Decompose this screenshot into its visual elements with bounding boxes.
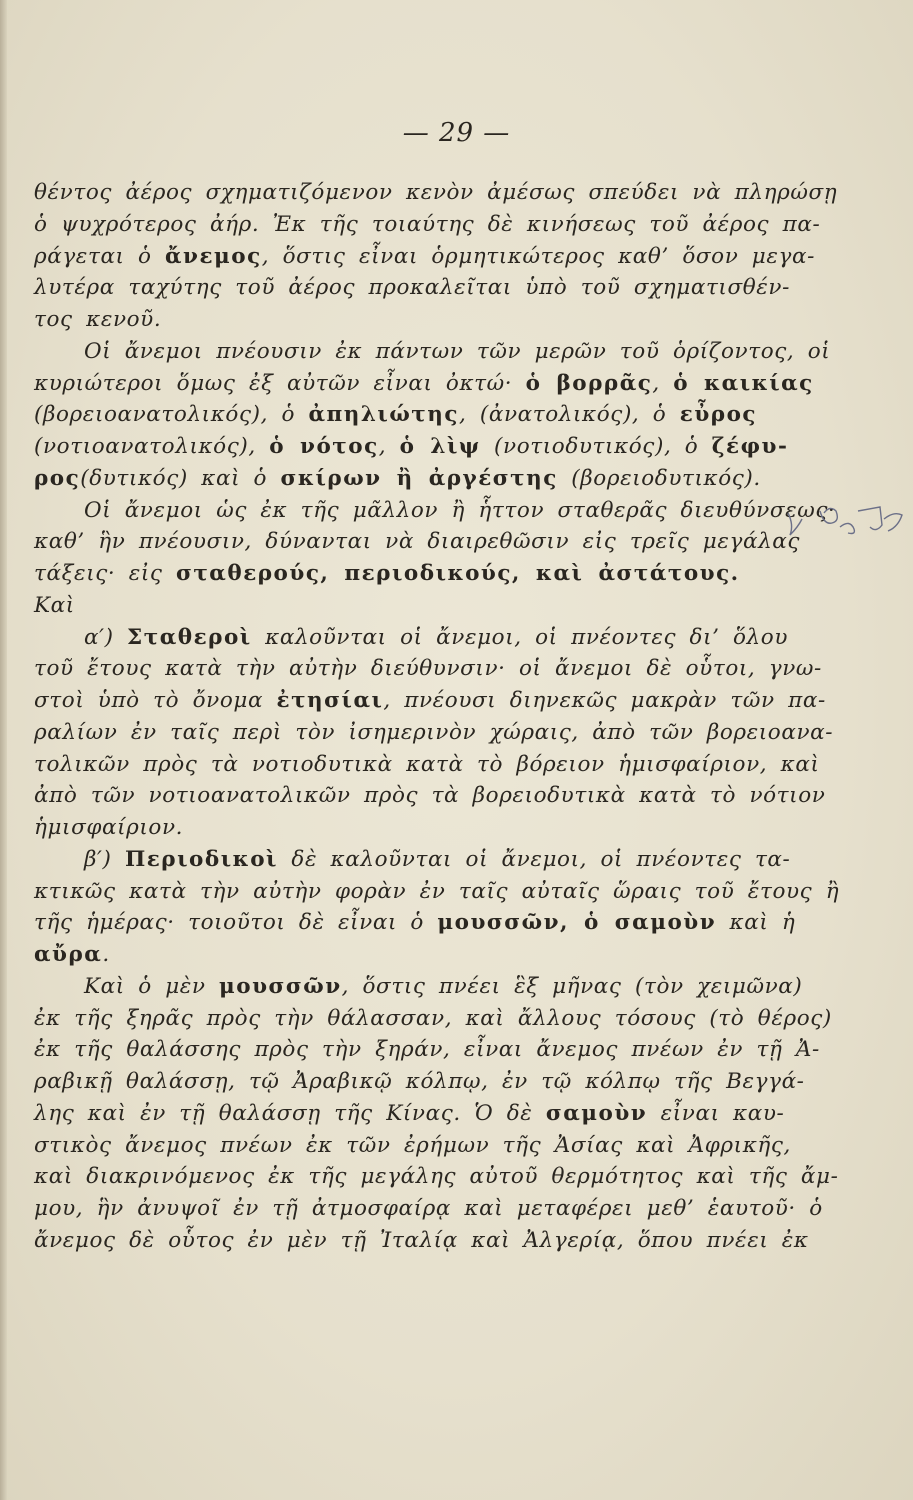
bold-term: σαμοὺν — [545, 1100, 648, 1126]
text-line: ἄνεμος δὲ οὗτος ἐν μὲν τῇ Ἰταλίᾳ καὶ Ἀλγερίᾳ, ὅπου πνέει ἐκ — [34, 1227, 809, 1253]
text-line: Οἱ ἄνεμοι πνέουσιν ἐκ πάντων τῶν μερῶν τοῦ ὁρίζοντος, οἱ — [84, 338, 831, 364]
bold-term: ὁ λὶψ — [399, 434, 481, 459]
text-fragment: (νοτιοδυτικός), ὁ — [480, 434, 712, 459]
bold-term: ὁ νότος — [269, 434, 379, 459]
text-line: κτικῶς κατὰ τὴν αὐτὴν φορὰν ἐν ταῖς αὐταῖς ὥραις τοῦ ἔτους ἢ — [34, 878, 840, 904]
text-line: ἐκ τῆς ξηρᾶς πρὸς τὴν θάλασσαν, καὶ ἄλλους τόσους (τὸ θέρος) — [34, 1005, 832, 1031]
text-line: ἡμισφαίριον. — [34, 815, 184, 840]
text-fragment: , ὅστις εἶναι ὁρμητικώτερος καθ’ ὅσον μεγα- — [261, 243, 815, 269]
text-fragment: , (ἀνατολικός), ὁ — [459, 402, 680, 428]
text-line — [34, 369, 814, 399]
text-line — [84, 623, 824, 653]
text-line — [34, 432, 789, 462]
bold-term: Περιοδικοὶ — [124, 846, 278, 872]
text-fragment: στοὶ ὑπὸ τὸ ὄνομα — [34, 688, 277, 713]
text-fragment: κυριώτεροι ὅμως ἐξ αὐτῶν εἶναι ὀκτώ· — [34, 370, 526, 396]
bold-term: Σταθεροὶ — [127, 624, 252, 650]
text-line — [34, 242, 815, 272]
bold-term: ρος — [34, 465, 81, 491]
text-fragment: λης καὶ ἐν τῇ θαλάσσῃ τῆς Κίνας. Ὁ δὲ — [34, 1100, 546, 1126]
bold-term: ὁ καικίας — [673, 370, 814, 396]
text-line — [34, 940, 774, 970]
text-line: τοῦ ἔτους κατὰ τὴν αὐτὴν διεύθυνσιν· οἱ ἄνεμοι δὲ οὗτοι, γνω- — [34, 656, 822, 682]
page-binding-edge — [0, 0, 7, 1500]
text-line: ραβικῇ θαλάσσῃ, τῷ Ἀραβικῷ κόλπῳ, ἐν τῷ κόλπῳ τῆς Βεγγά- — [34, 1069, 805, 1094]
text-fragment: (βορειοδυτικός). — [557, 465, 761, 491]
bold-term: ἐτησίαι — [276, 688, 384, 713]
text-line: μου, ἣν ἀνυψοῖ ἐν τῇ ἀτμοσφαίρᾳ καὶ μεταφέρει μεθ’ ἑαυτοῦ· ὁ — [34, 1196, 823, 1221]
text-line — [34, 1099, 785, 1129]
bold-term: σταθερούς, περιοδικούς, καὶ ἀστάτους. — [175, 561, 740, 586]
text-line — [34, 464, 774, 494]
text-fragment: καὶ ἡ — [716, 910, 796, 936]
text-fragment: καλοῦνται οἱ ἄνεμοι, οἱ πνέοντες δι’ ὅλου — [251, 624, 788, 650]
text-fragment: β′) — [84, 846, 125, 872]
text-fragment: (βορειοανατολικός), ὁ — [34, 402, 309, 428]
text-line: Καὶ — [34, 592, 75, 618]
text-fragment: , πνέουσι διηνεκῶς μακρὰν τῶν πα- — [383, 688, 826, 713]
text-fragment: , — [378, 434, 400, 459]
text-line — [34, 908, 796, 938]
bold-term: μουσσῶν — [219, 973, 342, 999]
text-line: λυτέρα ταχύτης τοῦ ἀέρος προκαλεῖται ὑπὸ τοῦ σχηματισθέν- — [34, 275, 790, 301]
text-line — [34, 686, 826, 716]
text-line: καὶ διακρινόμενος ἐκ τῆς μεγάλης αὐτοῦ θερμότητος καὶ τῆς ἄμ- — [34, 1164, 839, 1190]
text-fragment: , ὅστις πνέει ἓξ μῆνας (τὸν χειμῶνα) — [341, 973, 803, 999]
text-line: ἀπὸ τῶν νοτιοανατολικῶν πρὸς τὰ βορειοδυτικὰ κατὰ τὸ νότιον — [34, 783, 826, 809]
text-line: στικὸς ἄνεμος πνέων ἐκ τῶν ἐρήμων τῆς Ἀσίας καὶ Ἀφρικῆς, — [34, 1132, 791, 1158]
text-line — [34, 400, 774, 430]
text-line — [84, 972, 824, 1002]
text-fragment: Καὶ ὁ μὲν — [84, 973, 220, 999]
bold-term: σκίρων ἢ ἀργέστης — [280, 465, 558, 491]
text-line: ἐκ τῆς θαλάσσης πρὸς τὴν ξηράν, εἶναι ἄνεμος πνέων ἐν τῇ Ἀ- — [34, 1037, 820, 1063]
text-fragment: τάξεις· εἰς — [34, 561, 176, 586]
bold-term: ὁ βορρᾶς — [525, 370, 653, 396]
bold-term: μουσσῶν, ὁ σαμοὺν — [437, 910, 717, 936]
handwritten-margin-note — [780, 497, 910, 547]
text-line: ραλίων ἐν ταῖς περὶ τὸν ἰσημερινὸν χώραις, ἀπὸ τῶν βορειοανα- — [34, 719, 834, 745]
bold-term: αὔρα — [34, 942, 103, 967]
text-fragment: δὲ καλοῦνται οἱ ἄνεμοι, οἱ πνέοντες τα- — [277, 846, 791, 872]
text-line: ὁ ψυχρότερος ἀήρ. Ἐκ τῆς τοιαύτης δὲ κινήσεως τοῦ ἀέρος πα- — [34, 211, 821, 237]
text-line: Οἱ ἄνεμοι ὡς ἐκ τῆς μᾶλλον ἢ ἧττον σταθερᾶς διευθύνσεως· — [84, 497, 836, 523]
bold-term: ἀπηλιώτης — [308, 402, 459, 428]
text-fragment: εἶναι καυ- — [647, 1100, 785, 1126]
text-line: τολικῶν πρὸς τὰ νοτιοδυτικὰ κατὰ τὸ βόρειον ἡμισφαίριον, καὶ — [34, 751, 820, 777]
text-fragment: . — [102, 942, 110, 967]
bold-term: εὖρος — [679, 402, 757, 428]
text-fragment: , — [652, 370, 674, 396]
text-fragment: (νοτιοανατολικός), — [34, 434, 270, 459]
bold-term: ζέφυ- — [711, 434, 789, 459]
text-fragment: α′) — [84, 624, 128, 650]
text-line — [34, 559, 774, 589]
text-line: καθ’ ἣν πνέουσιν, δύνανται νὰ διαιρεθῶσιν εἰς τρεῖς μεγάλας — [34, 529, 801, 555]
text-line: θέντος ἀέρος σχηματιζόμενον κενὸν ἀμέσως σπεύδει νὰ πληρώσῃ — [34, 180, 838, 205]
page-number: — 29 — — [402, 118, 511, 148]
text-fragment: (δυτικός) καὶ ὁ — [80, 465, 281, 491]
text-fragment: ράγεται ὁ — [34, 243, 166, 269]
text-fragment: τῆς ἡμέρας· τοιοῦτοι δὲ εἶναι ὁ — [34, 910, 438, 936]
text-line: τος κενοῦ. — [34, 307, 162, 332]
text-line — [84, 845, 824, 875]
bold-term: ἄνεμος — [165, 243, 262, 269]
